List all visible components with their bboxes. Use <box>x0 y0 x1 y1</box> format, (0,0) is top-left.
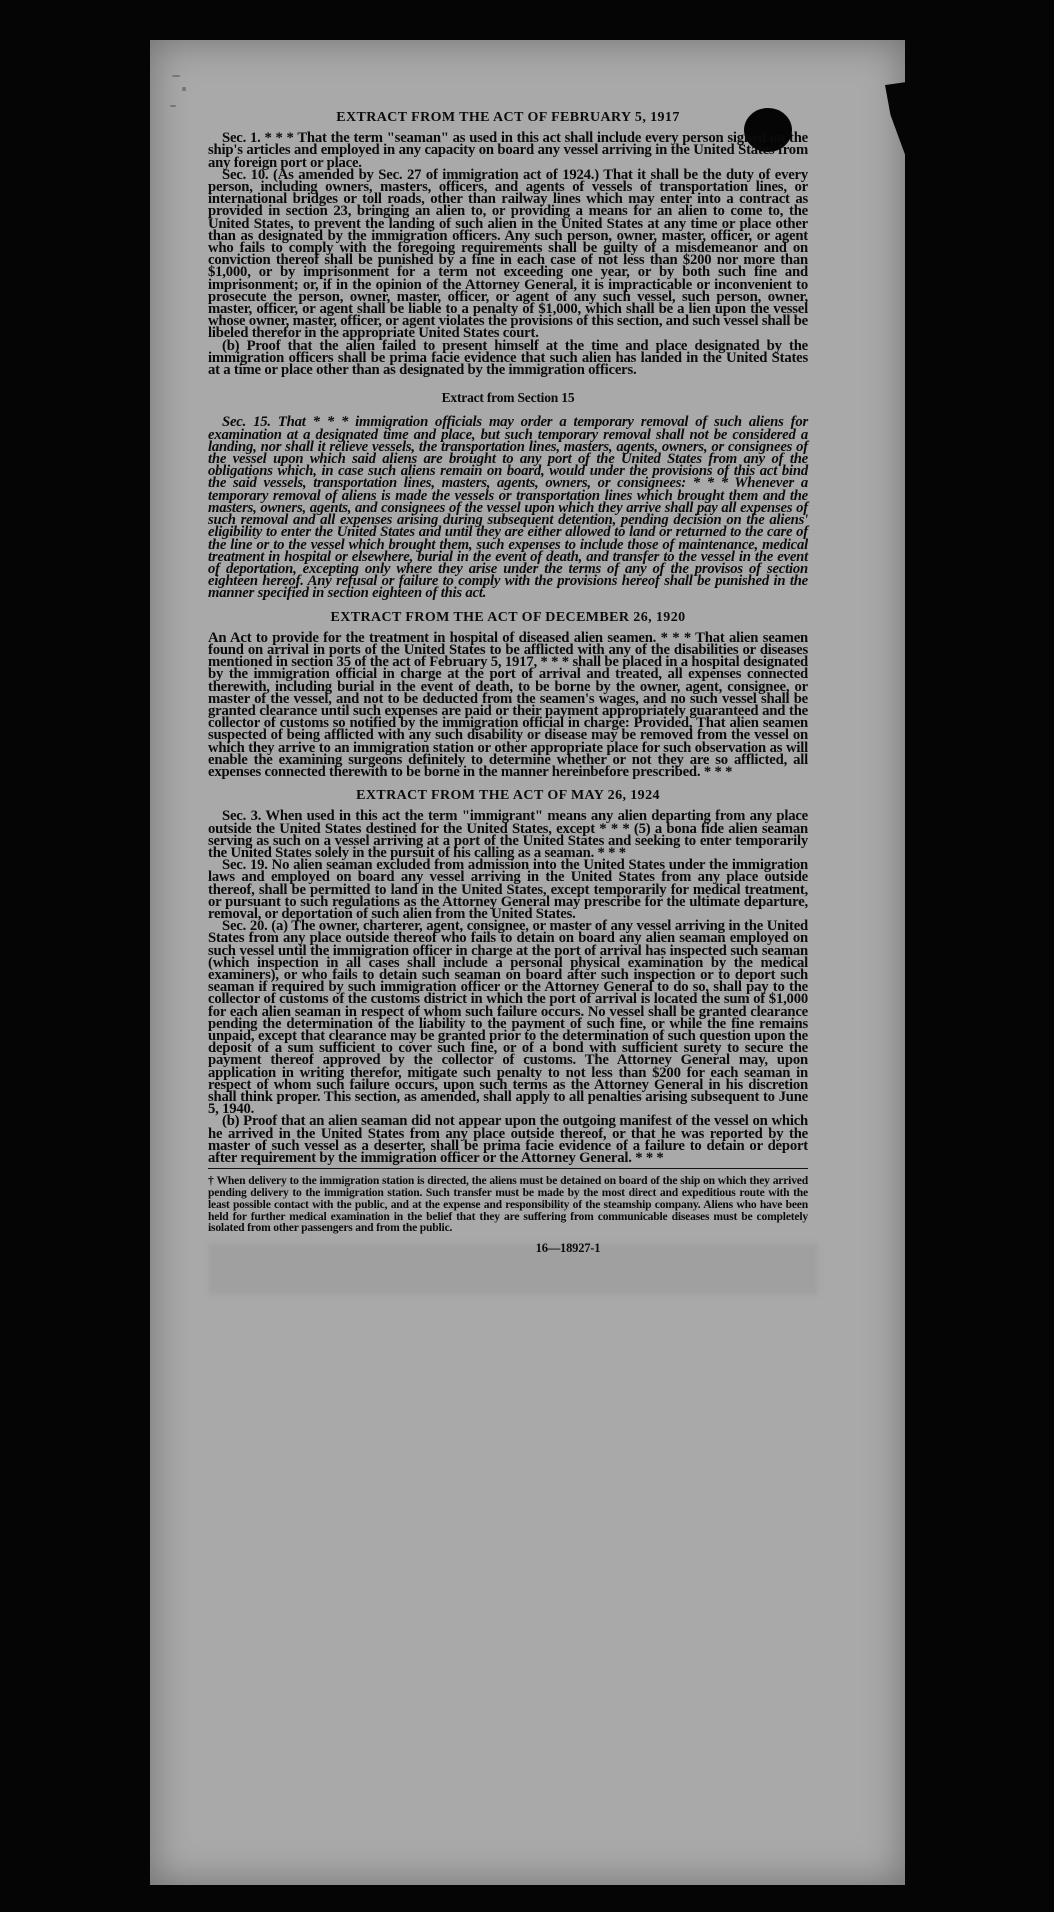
section-20a-paragraph: Sec. 20. (a) The owner, charterer, agent, consignee, or master of any vessel arriving in the United States from any place outside thereof who fails to detain on board any alien seaman employed on such vessel until the immigration officer in charge at the port of arrival has inspected such seaman (which inspection in all cases shall include a personal physical examination by the medical examiners), or who fails to detain such seaman on board after such inspection or to deport such seaman if required by such immigration officer or the Attorney General to do so, shall pay to the collector of customs of the customs district in which the port of arrival is located the sum of $1,000 for each alien seaman in respect of whom such failure occurs. No vessel shall be granted clearance pending the determination of the liability to the payment of such fine, or while the fine remains unpaid, except that clearance may be granted prior to the determination of such question upon the deposit of a sum sufficient to cover such fine, or of a bond with sufficient surety to secure the payment thereof approved by the collector of customs. The Attorney General may, upon application in writing therefor, mitigate such penalty to not less than $200 for each seaman in respect of whom such failure occurs, upon such terms as the Attorney General in his discretion shall think proper. This section, as amended, shall apply to all penalties arising subsequent to June 5, 1940. <box>208 918 808 1118</box>
form-number: 16—18927-1 <box>535 1241 601 1256</box>
scan-specks <box>170 75 200 135</box>
footnote-divider <box>208 1168 808 1169</box>
section-1-paragraph: Sec. 1. * * * That the term "seaman" as used in this act shall include every person signed on the ship's articles and employed in any capacity on board any vessel arriving in the United States from any foreign port or place. <box>208 130 808 171</box>
section-19-paragraph: Sec. 19. No alien seaman excluded from admission into the United States under the immigration laws and employed on board any vessel arriving in the United States from any place outside thereof, shall be permitted to land in the United States, except temporarily for medical treatment, or pursuant to such regulations as the Attorney General may prescribe for the ultimate departure, removal, or deportation of such alien from the United States. <box>208 857 808 922</box>
footnote: † When delivery to the immigration station is directed, the aliens must be detained on board of the ship on which they arrived pending delivery to the immigration station. Such transfer must be made by the most direct and expeditious route with the least possible contact with the public, and at the expense and responsibility of the steamship company. Aliens who have been held for further medical examination in the belief that they are suffering from communicable diseases must be completely isolated from other passengers and from the public. <box>208 1174 808 1235</box>
document-body <box>208 112 808 1254</box>
section-15-paragraph: Sec. 15. That * * * immigration officials may order a temporary removal of such aliens for examination at a designated time and place, but such temporary removal shall not be considered a landing, nor shall it relieve vessels, the transportation lines, masters, agents, owners, or consignees of the vessel upon which said aliens are brought to any port of the United States from any of the obligations which, in case such aliens remain on board, would under the provisions of this act bind the said vessels, transportation lines, masters, agents, owners, or consignees: * * * Whenever a temporary removal of aliens is made the vessels or transportation lines which brought them and the masters, owners, agents, and consignees of the vessel upon which they arrive shall pay all expenses of such removal and all expenses arising during subsequent detention, pending decision on the aliens' eligibility to enter the United States and until they are either allowed to land or returned to the care of the line or to the vessel which brought them, such expenses to include those of maintenance, medical treatment in hospital or elsewhere, burial in the event of death, and transfer to the vessel in the event of deportation, excepting only where they arise under the terms of any of the provisos of section eighteen hereof. Any refusal or failure to comply with the provisions hereof shall be punished in the manner specified in section eighteen of this act. <box>208 414 808 602</box>
heading-act-1920: EXTRACT FROM THE ACT OF DECEMBER 26, 1920 <box>330 609 686 625</box>
torn-corner <box>885 70 905 220</box>
document-page <box>150 40 905 1885</box>
section-20b-paragraph: (b) Proof that an alien seaman did not appear upon the outgoing manifest of the vessel on which he arrived in the United States from any place outside thereof, or that he was reported by the master of such vessel as a deserter, shall be prima facie evidence of a failure to detain or deport after requirement by the immigration officer or the Attorney General. * * * <box>208 1113 808 1167</box>
heading-act-1917: EXTRACT FROM THE ACT OF FEBRUARY 5, 1917 <box>336 110 680 125</box>
section-10b-paragraph: (b) Proof that the alien failed to present himself at the time and place designated by the immigration officers shall be prima facie evidence that such alien has landed in the United States at a time or place other than as designated by the immigration officers. <box>208 337 808 379</box>
subheading-section-15: Extract from Section 15 <box>441 390 575 406</box>
act-1920-paragraph: An Act to provide for the treatment in hospital of diseased alien seamen. * * * That alien seamen found on arrival in ports of the United States to be afflicted with any of the disabilities or diseases mentioned in section 35 of the act of February 5, 1917, * * * shall be placed in a hospital designated by the immigration official in charge at the port of arrival and treated, all expenses connected therewith, including burial in the event of death, to be borne by the owner, agent, consignee, or master of the vessel, and not to be deducted from the seamen's wages, and no such vessel shall be granted clearance until such expenses are paid or their payment appropriately guaranteed and the collector of customs so notified by the immigration official in charge: Provided, That alien seamen suspected of being afflicted with any such disability or disease may be removed from the vessel on which they arrive to an immigration station or other appropriate place for such observation as will enable the examining surgeons definitely to determine whether or not they are so afflicted, all expenses connected therewith to be borne in the manner hereinbefore prescribed. * * * <box>208 629 808 780</box>
section-3-paragraph: Sec. 3. When used in this act the term "immigrant" means any alien departing from any place outside the United States destined for the United States, except * * * (5) a bona fide alien seaman serving as such on a vessel arriving at a port of the United States and seeking to enter temporarily the United States solely in the pursuit of his calling as a seaman. * * * <box>208 808 808 861</box>
section-10-paragraph: Sec. 10. (As amended by Sec. 27 of immigration act of 1924.) That it shall be the duty of every person, including owners, masters, officers, and agents of vessels of transportation lines, or international bridges or toll roads, other than railway lines which may enter into a contract as provided in section 23, bringing an alien to, or providing a means for an alien to come to, the United States, to prevent the landing of such alien in the United States at any time or place other than as designated by the immigration officers. Any such person, owner, master, officer, or agent who fails to comply with the foregoing requirements shall be guilty of a misdemeanor and on conviction thereof shall be punished by a fine in each case of not less than $200 nor more than $1,000, or by imprisonment for a term not exceeding one year, or by both such fine and imprisonment; or, if in the opinion of the Attorney General, it is impracticable or inconvenient to prosecute the person, owner, master, officer, or agent of any such vessel, such person, owner, master, officer, or agent shall be liable to a penalty of $1,000, which shall be a lien upon the vessel whose owner, master, officer, or agent violates the provisions of this section, and such vessel shall be libeled therefor in the appropriate United States court. <box>208 166 808 342</box>
heading-act-1924: EXTRACT FROM THE ACT OF MAY 26, 1924 <box>356 788 660 804</box>
